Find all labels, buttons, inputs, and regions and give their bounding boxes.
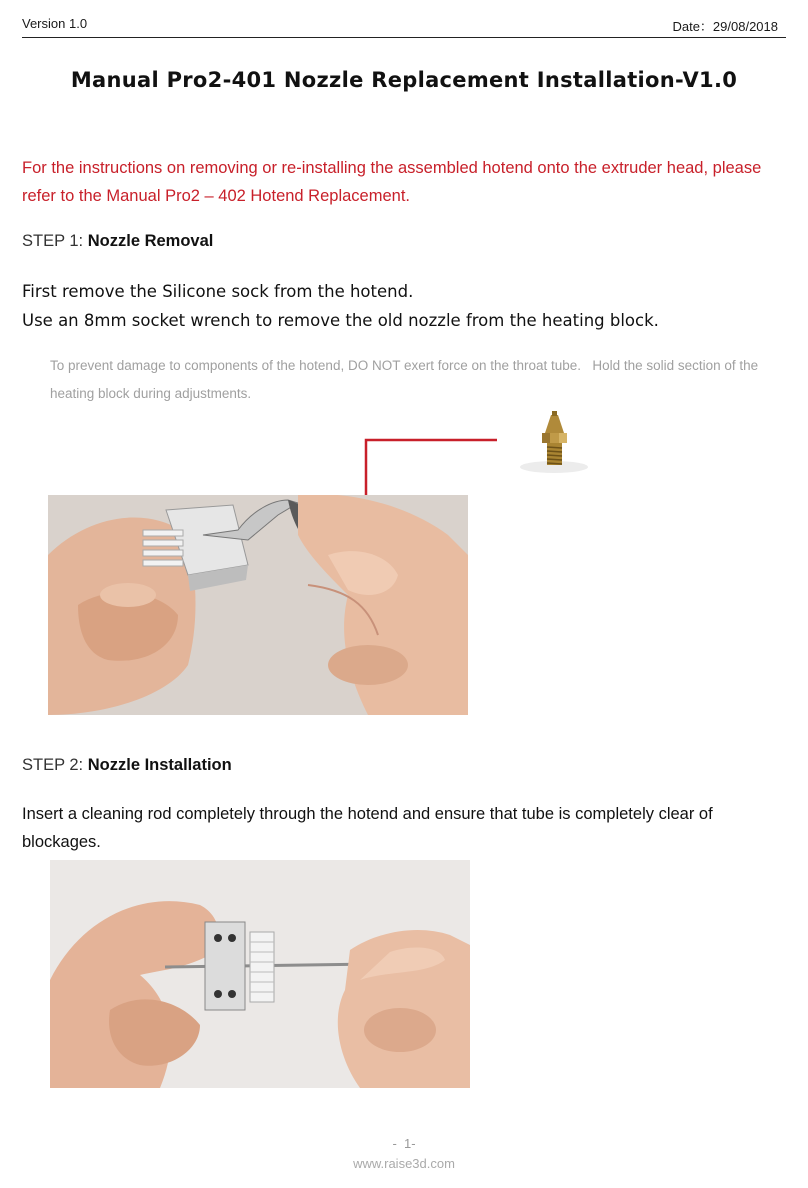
nozzle-closeup-image <box>484 405 594 505</box>
step1-title: Nozzle Removal <box>87 232 214 250</box>
footer-url: www.raise3d.com <box>353 1156 455 1171</box>
step1-instructions <box>22 277 792 335</box>
step1-caution: To prevent damage to components of the hotend, DO NOT exert force on the throat tube. Hold the solid section of the heating block during adjustments. <box>50 358 759 401</box>
intro-note: For the instructions on removing or re-installing the assembled hotend onto the extruder head, please refer to the Manual Pro2 – 402 Hotend Replacement. <box>22 159 762 205</box>
step2-instructions: Insert a cleaning rod completely through the hotend and ensure that tube is completely clear of blockages. <box>22 805 713 851</box>
date-label: Date：29/08/2018 <box>672 19 778 34</box>
page-number: - 1- <box>392 1136 416 1151</box>
step2-heading <box>22 756 232 775</box>
step1-label: STEP 1: <box>22 232 84 250</box>
step2-label: STEP 2: <box>22 756 84 774</box>
step1-heading <box>22 232 213 251</box>
version-label: Version 1.0 <box>22 16 88 31</box>
step1-line2: Use an 8mm socket wrench to remove the old nozzle from the heating block. <box>22 311 659 330</box>
header-divider <box>22 37 786 38</box>
page-title: Manual Pro2-401 Nozzle Replacement Installation-V1.0 <box>70 68 738 92</box>
nozzle-removal-photo <box>48 495 468 715</box>
step1-line1: First remove the Silicone sock from the hotend. <box>22 282 414 301</box>
cleaning-rod-photo <box>50 860 470 1088</box>
step2-title: Nozzle Installation <box>87 756 232 774</box>
